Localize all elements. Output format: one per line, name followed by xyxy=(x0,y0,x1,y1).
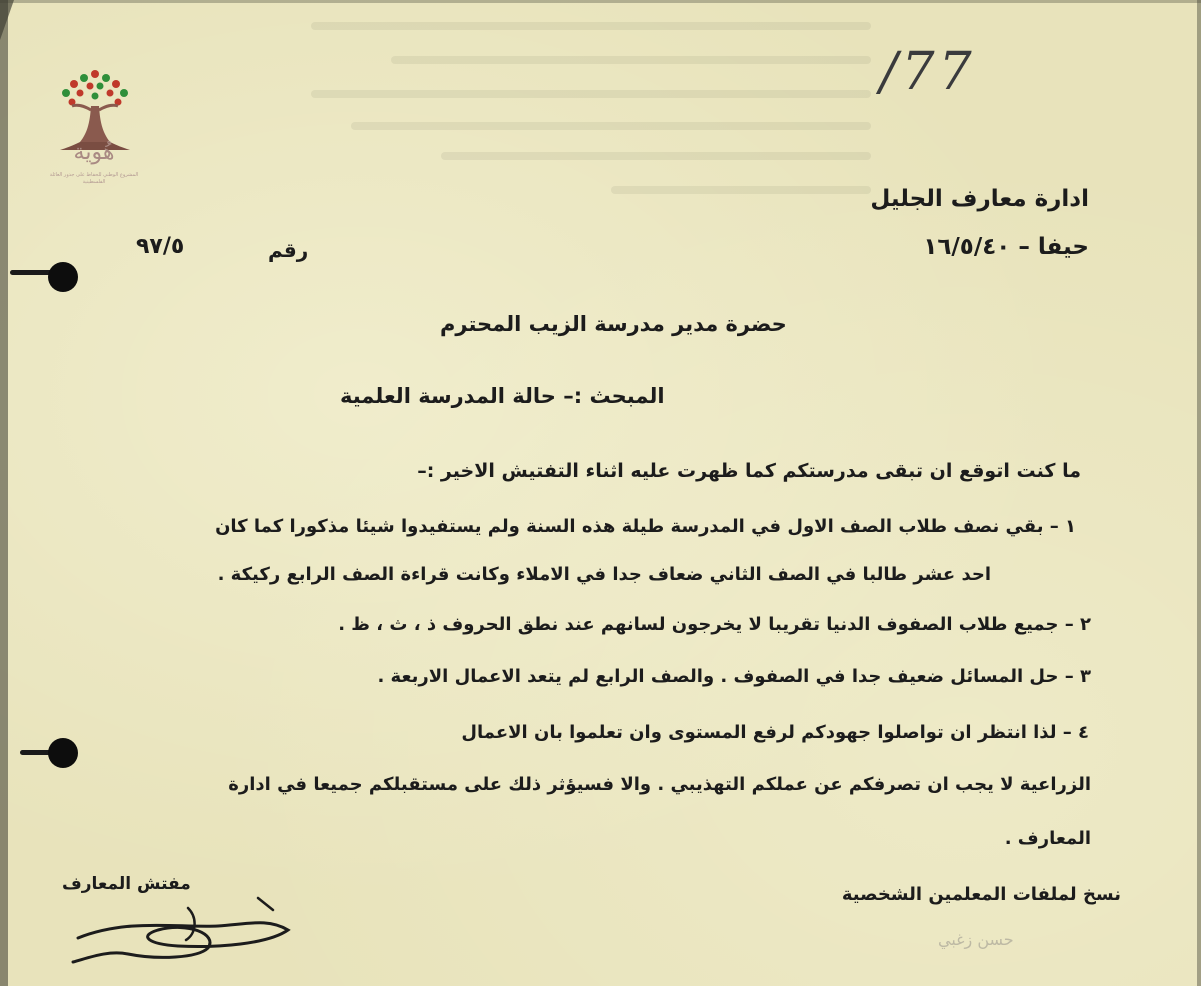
item-1-line-2: احد عشر طالبا في الصف الثاني ضعاف جدا في الاملاء وكانت قراءة الصف الرابع ركيكة . xyxy=(217,564,991,585)
bleed-through-line xyxy=(311,90,871,98)
faint-handwritten-mark: حسن زغبي xyxy=(938,930,1014,949)
bleed-through-line xyxy=(391,56,871,64)
item-2: ٢ – جميع طلاب الصفوف الدنيا تقريبا لا يخرجون لسانهم عند نطق الحروف ذ ، ث ، ظ . xyxy=(338,614,1091,635)
logo-subtitle: المشروع الوطني للحفاظ على جذور العائلة الفلسطينية xyxy=(49,172,139,185)
item-4-line-1: ٤ – لذا انتظر ان تواصلوا جهودكم لرفع المستوى وان تعلموا بان الاعمال xyxy=(461,722,1089,743)
subject-line: المبحث :– حالة المدرسة العلمية xyxy=(340,384,665,408)
bleed-through-line xyxy=(311,22,871,30)
copy-distribution-note: نسخ لملفات المعلمين الشخصية xyxy=(841,884,1121,905)
bleed-through-line xyxy=(611,186,871,194)
page-edge-left xyxy=(0,0,8,986)
item-1-line-1: ١ – بقي نصف طلاب الصف الاول في المدرسة طيلة هذه السنة ولم يستفيدوا شيئا مذكورا كما كان xyxy=(215,516,1076,537)
item-3: ٣ – حل المسائل ضعيف جدا في الصفوف . والصف الرابع لم يتعد الاعمال الاربعة . xyxy=(377,666,1091,687)
office-name: ادارة معارف الجليل xyxy=(870,186,1089,212)
punch-hole xyxy=(48,262,78,292)
addressee-line: حضرة مدير مدرسة الزيب المحترم xyxy=(440,312,787,336)
item-4-line-3: المعارف . xyxy=(1004,828,1091,849)
reference-number: ٩٧/٥ xyxy=(136,234,185,259)
item-4-line-2: الزراعية لا يجب ان تصرفكم عن عملكم التهذيبي . والا فسيؤثر ذلك على مستقبلكم جميعا في ادارة xyxy=(228,774,1091,795)
page-edge-right xyxy=(1197,0,1201,986)
punch-hole xyxy=(48,738,78,768)
reference-label: رقم xyxy=(268,238,309,262)
handwritten-signature xyxy=(68,888,298,968)
bleed-through-line xyxy=(441,152,871,160)
folio-number: /77 xyxy=(880,42,976,102)
page-edge-top xyxy=(0,0,1201,3)
letter-intro: ما كنت اتوقع ان تبقى مدرستكم كما ظهرت عليه اثناء التفتيش الاخير :– xyxy=(417,460,1081,482)
logo-caption: هُوية xyxy=(73,140,115,165)
place-and-date: حيفا – ١٦/٥/٤٠ xyxy=(923,234,1089,260)
bleed-through-line xyxy=(351,122,871,130)
signatory-title: مفتش المعارف xyxy=(62,874,191,894)
